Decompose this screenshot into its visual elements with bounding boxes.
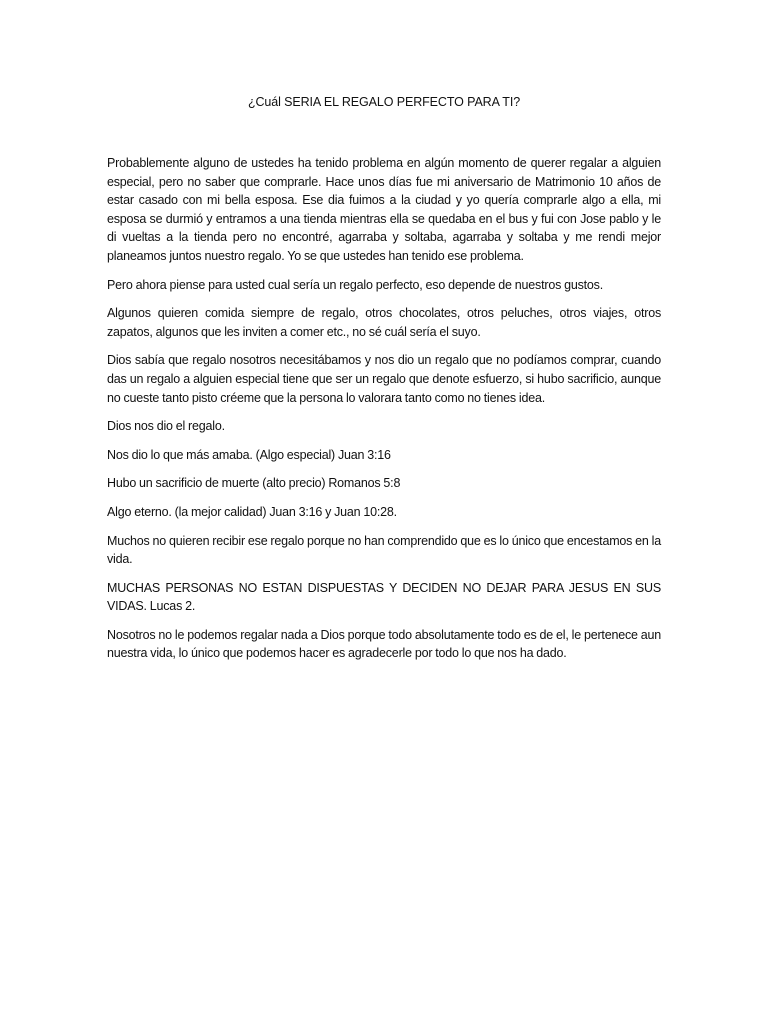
document-title: ¿Cuál SERIA EL REGALO PERFECTO PARA TI?: [247, 95, 521, 109]
paragraph-perfect-gift: Pero ahora piense para usted cual sería un regalo perfecto, eso depende de nuestros gustos.: [107, 277, 604, 292]
paragraph-romanos-5-8: Hubo un sacrificio de muerte (alto precio) Romanos 5:8: [107, 476, 401, 491]
paragraph-nosotros: Nosotros no le podemos regalar nada a Dios porque todo absolutamente todo es de el, le pertenece aun nuestra vida, lo único que podemos hacer es agradecerle por todo lo que nos ha dado.: [107, 627, 661, 661]
paragraph-juan-3-16: Nos dio lo que más amaba. (Algo especial) Juan 3:16: [107, 447, 391, 462]
paragraph-muchos-no-quieren: Muchos no quieren recibir ese regalo porque no han comprendido que es lo único que encestamos en la vida.: [107, 533, 661, 567]
paragraph-algo-eterno: Algo eterno. (la mejor calidad) Juan 3:16 y Juan 10:28.: [107, 504, 397, 519]
paragraph-intro: Probablemente alguno de ustedes ha tenido problema en algún momento de querer regalar a alguien especial, pero no saber que comprarle. Hace unos días fue mi aniversario de Matrimonio 10 años de estar casado con mi bella esposa. Ese dia fuimos a la ciudad y yo quería comprarle algo a ella, mi esposa se durmió y entramos a una tienda mientras ella se quedaba en el bus y fui con Jose pablo y le di vueltas a la tienda pero no encontré, agarraba y soltaba, agarraba y soltaba y me rendi mejor planeamos juntos nuestro regalo. Yo se que ustedes han tenido ese problema.: [107, 156, 661, 263]
paragraph-gift-examples: Algunos quieren comida siempre de regalo, otros chocolates, otros peluches, otros viajes, otros zapatos, algunos que les inviten a comer etc., no sé cuál sería el suyo.: [107, 306, 661, 339]
paragraph-god-gave: Dios nos dio el regalo.: [107, 419, 225, 434]
paragraph-god-knew: Dios sabía que regalo nosotros necesitábamos y nos dio un regalo que no podíamos comprar, cuando das un regalo a alguien especial tiene que ser un regalo que denote esfuerzo, si hubo sacrificio, aunque no cueste tanto pisto créeme que la persona lo valorara tanto como no tienes idea.: [107, 353, 661, 405]
paragraph-muchas-personas: MUCHAS PERSONAS NO ESTAN DISPUESTAS Y DECIDEN NO DEJAR PARA JESUS EN SUS VIDAS. Lucas 2.: [107, 580, 661, 614]
